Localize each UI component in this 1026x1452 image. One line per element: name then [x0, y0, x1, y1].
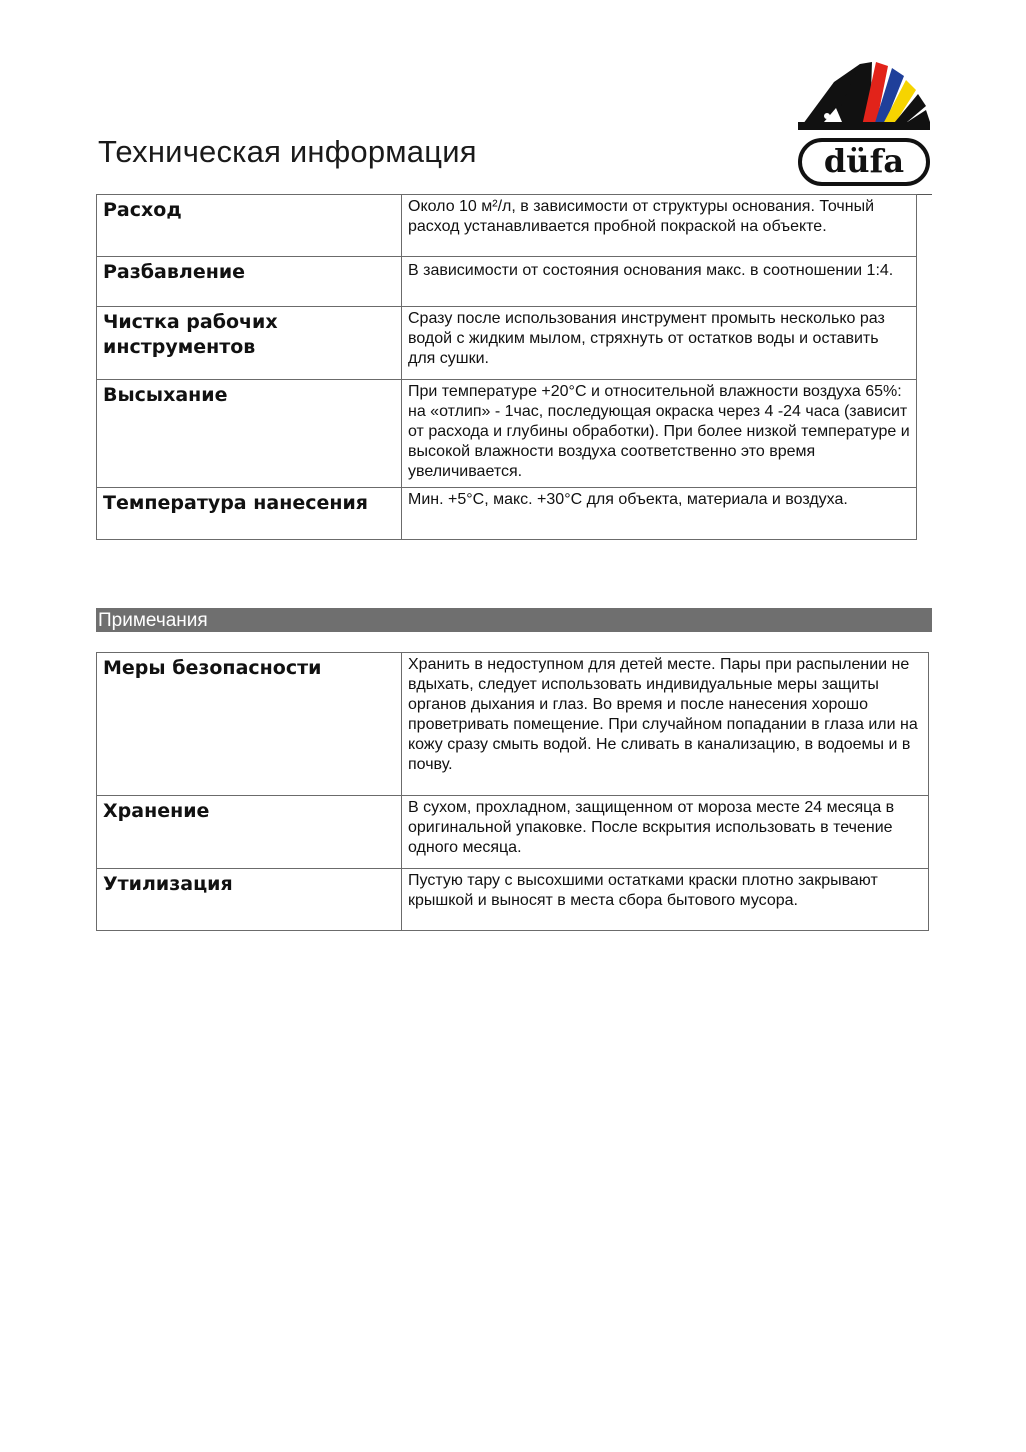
row-value: Мин. +5°С, макс. +30°С для объекта, материала и воздуха.	[402, 488, 917, 540]
table-row	[97, 307, 917, 380]
row-value: Около 10 м²/л, в зависимости от структуры основания. Точный расход устанавливается пробной покраской на объекте.	[402, 195, 917, 257]
table-row	[97, 653, 929, 796]
table-row	[97, 488, 917, 540]
table-row	[97, 869, 929, 931]
row-value: В сухом, прохладном, защищенном от мороза месте 24 месяца в оригинальной упаковке. После вскрытия использовать в течение одного месяца.	[402, 796, 929, 869]
row-label: Чистка рабочих инструментов	[97, 307, 402, 380]
notes-table	[96, 652, 929, 931]
table-row	[97, 257, 917, 307]
logo-wordmark: düfa	[823, 142, 905, 180]
row-label: Температура нанесения	[97, 488, 402, 540]
row-value: Сразу после использования инструмент промыть несколько раз водой с жидким мылом, стряхнуть от остатков воды и оставить для сушки.	[402, 307, 917, 380]
row-label: Меры безопасности	[97, 653, 402, 796]
row-value: В зависимости от состояния основания макс. в соотношении 1:4.	[402, 257, 917, 307]
row-label: Хранение	[97, 796, 402, 869]
row-label: Утилизация	[97, 869, 402, 931]
row-label: Расход	[97, 195, 402, 257]
row-value: Пустую тару с высохшими остатками краски плотно закрывают крышкой и выносят в места сбора бытового мусора.	[402, 869, 929, 931]
row-value: Хранить в недоступном для детей месте. Пары при распылении не вдыхать, следует использовать индивидуальные меры защиты органов дыхания и глаз. Во время и после нанесения хорошо проветривать помещение. При случайном попадании в глаза или на кожу сразу смыть водой. Не сливать в канализацию, в водоемы и в почву.	[402, 653, 929, 796]
notes-section-title: Примечания	[98, 610, 208, 631]
row-value: При температуре +20°С и относительной влажности воздуха 65%: на «отлип» - 1час, последующая окраска через 4 -24 часа (зависит от расхода и глубины обработки). При более низкой температуре и высокой влажности воздуха соответственно это время увеличивается.	[402, 380, 917, 488]
row-label: Разбавление	[97, 257, 402, 307]
row-label: Высыхание	[97, 380, 402, 488]
notes-section-header	[96, 608, 932, 632]
page-title: Техническая информация	[98, 134, 477, 169]
color-fan-icon	[798, 62, 930, 130]
table-row	[97, 380, 917, 488]
dufa-logo	[796, 60, 932, 188]
table-row	[97, 796, 929, 869]
table-row	[97, 195, 917, 257]
technical-info-table	[96, 194, 917, 540]
